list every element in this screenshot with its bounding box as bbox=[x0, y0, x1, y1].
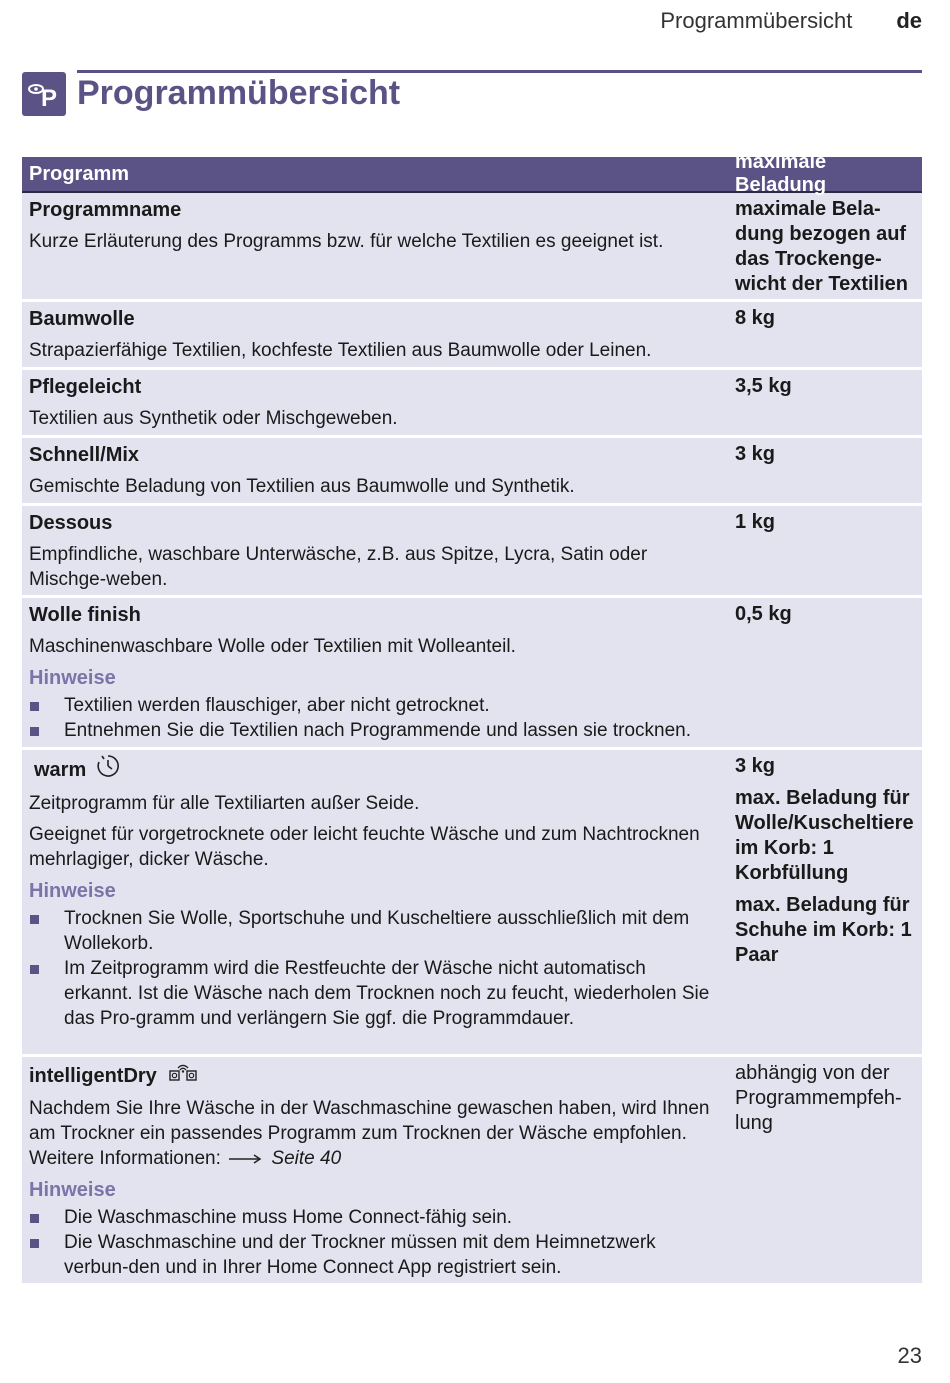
header-section: Programmübersicht bbox=[660, 8, 853, 33]
program-name: intelligentDry bbox=[29, 1064, 157, 1087]
max-load-basket: max. Beladung für Wolle/Kuscheltiere im Korb: 1 Korbfüllung bbox=[735, 787, 914, 884]
program-description: Strapazierfähige Textilien, kochfeste Textilien aus Baumwolle oder Leinen. bbox=[29, 340, 652, 361]
page-title: Programmübersicht bbox=[77, 74, 401, 112]
program-name: Schnell/Mix bbox=[29, 444, 140, 466]
list-item: Textilien werden flauschiger, aber nicht getrocknet. bbox=[29, 693, 719, 718]
table-row bbox=[22, 506, 922, 598]
max-load: 8 kg bbox=[735, 307, 776, 329]
arrow-right-icon bbox=[228, 1153, 262, 1165]
program-name: Baumwolle bbox=[29, 308, 135, 330]
program-description: Gemischte Beladung von Textilien aus Baumwolle und Synthetik. bbox=[29, 476, 575, 497]
header-max-load: maximale Beladung bbox=[735, 151, 827, 196]
max-load: 0,5 kg bbox=[735, 603, 792, 625]
program-description: Kurze Erläuterung des Programms bzw. für welche Textilien es geeignet ist. bbox=[29, 231, 664, 252]
program-description: Geeignet für vorgetrocknete oder leicht feuchte Wäsche und zum Nachtrocknen mehrlagiger, dicker Wäsche. bbox=[29, 824, 700, 870]
home-connect-icon bbox=[167, 1061, 199, 1090]
program-p-icon bbox=[22, 72, 66, 116]
hints-title: Hinweise bbox=[29, 1179, 116, 1201]
list-item: Die Waschmaschine muss Home Connect-fähig sein. bbox=[29, 1205, 719, 1230]
hints-title: Hinweise bbox=[29, 880, 116, 902]
header-language: de bbox=[896, 8, 922, 33]
timer-icon bbox=[96, 754, 120, 785]
table-row bbox=[22, 370, 922, 438]
table-row bbox=[22, 598, 922, 750]
page-reference-link[interactable]: Seite 40 bbox=[271, 1148, 342, 1169]
hints-list bbox=[29, 1205, 719, 1280]
max-load: 1 kg bbox=[735, 511, 776, 533]
max-load: 3,5 kg bbox=[735, 375, 792, 397]
max-load: 3 kg bbox=[735, 443, 776, 465]
table-header bbox=[22, 151, 922, 196]
program-description: Nachdem Sie Ihre Wäsche in der Waschmaschine gewaschen haben, wird Ihnen am Trockner ein passendes Programm zum Trocknen der Wäsche empfohlen. bbox=[29, 1098, 710, 1144]
program-name: Dessous bbox=[29, 512, 113, 534]
max-load: 3 kg bbox=[735, 755, 776, 777]
list-item: Die Waschmaschine und der Trockner müssen mit dem Heimnetzwerk verbun-den und in Ihrer Home Connect App registriert sein. bbox=[29, 1230, 719, 1280]
header-program: Programm bbox=[29, 162, 130, 185]
program-description: Textilien aus Synthetik oder Mischgeweben. bbox=[29, 408, 398, 429]
reference-text: Weitere Informationen: bbox=[29, 1148, 221, 1169]
running-header bbox=[660, 8, 922, 34]
list-item: Im Zeitprogramm wird die Restfeuchte der Wäsche nicht automatisch erkannt. Ist die Wäsche nach dem Trocknen noch zu feucht, wiederholen Sie das Pro-gramm und verlängern Sie ggf. die Programmdauer. bbox=[29, 956, 719, 1031]
table-row bbox=[22, 438, 922, 506]
program-name: warm bbox=[34, 758, 87, 781]
max-load: abhängig von der Programmempfeh-lung bbox=[735, 1062, 902, 1134]
title-rule bbox=[77, 70, 922, 73]
max-load: maximale Bela-dung bezogen auf das Trockenge-wicht der Textilien bbox=[735, 198, 908, 295]
list-item: Trocknen Sie Wolle, Sportschuhe und Kuscheltiere ausschließlich mit dem Wollekorb. bbox=[29, 906, 719, 956]
table-row bbox=[22, 750, 922, 1057]
list-item: Entnehmen Sie die Textilien nach Programmende und lassen sie trocknen. bbox=[29, 718, 719, 743]
table-row bbox=[22, 193, 922, 302]
program-description: Zeitprogramm für alle Textiliarten außer Seide. bbox=[29, 793, 420, 814]
program-name: Pflegeleicht bbox=[29, 376, 142, 398]
table-row bbox=[22, 302, 922, 370]
program-table bbox=[22, 151, 922, 1283]
hints-list bbox=[29, 693, 719, 743]
svg-text:P: P bbox=[41, 85, 58, 112]
program-name: Wolle finish bbox=[29, 604, 141, 626]
page-number: 23 bbox=[897, 1343, 922, 1368]
hints-list bbox=[29, 906, 719, 1031]
program-description: Empfindliche, waschbare Unterwäsche, z.B. aus Spitze, Lycra, Satin oder Mischge-weben. bbox=[29, 544, 648, 590]
max-load-shoes: max. Beladung für Schuhe im Korb: 1 Paar bbox=[735, 894, 912, 966]
table-row bbox=[22, 1057, 922, 1283]
hints-title: Hinweise bbox=[29, 667, 116, 689]
program-name: Programmname bbox=[29, 199, 182, 221]
program-description: Maschinenwaschbare Wolle oder Textilien mit Wolleanteil. bbox=[29, 636, 516, 657]
